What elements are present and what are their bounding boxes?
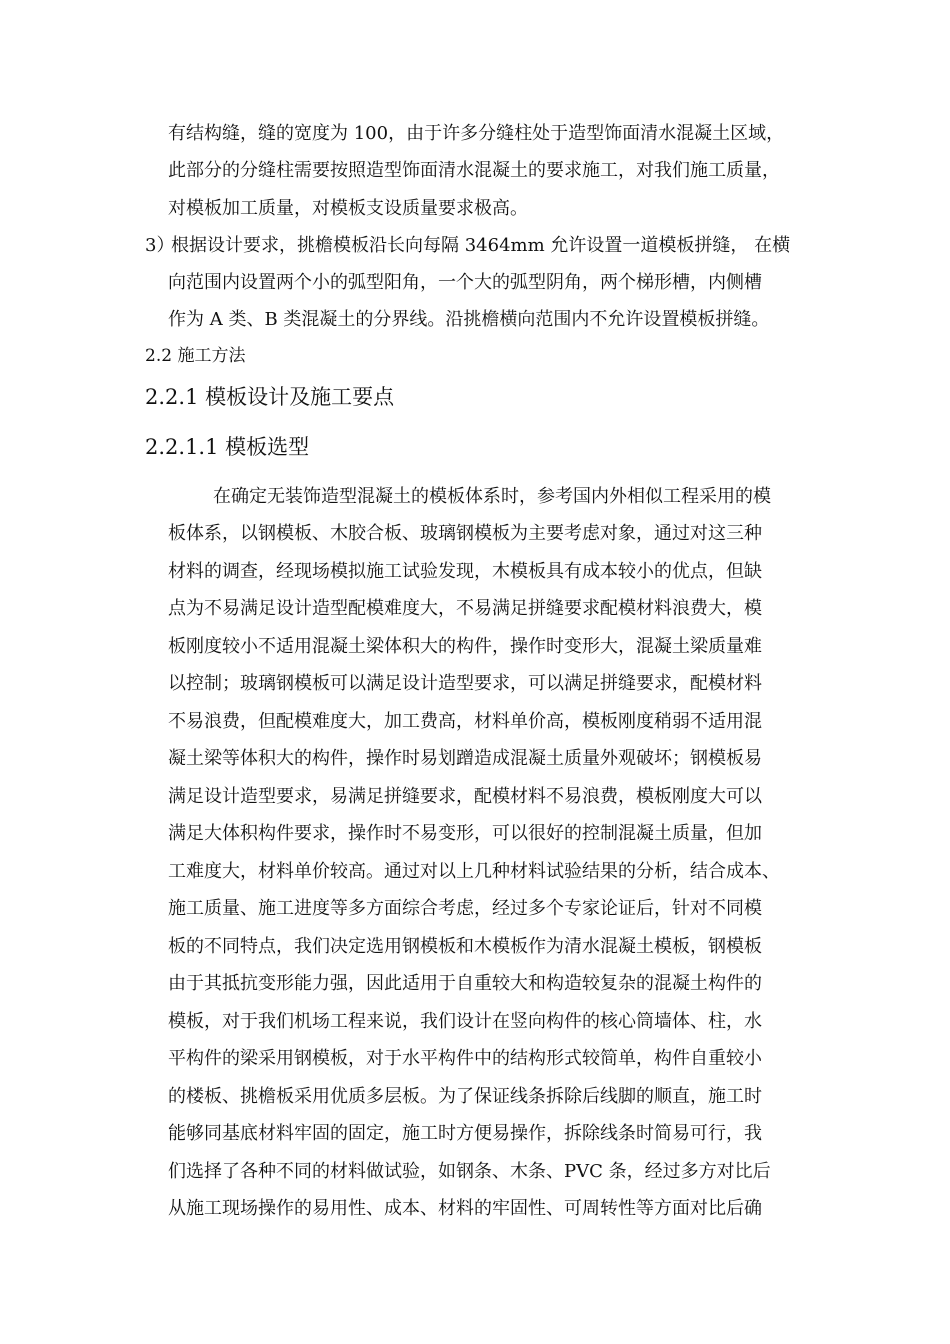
text-line: 根据设计要求，挑檐模板沿长向每隔 3464mm 允许设置一道模板拼缝， 在横	[171, 235, 791, 256]
paragraph-line: 板刚度较小不适用混凝土梁体积大的构件，操作时变形大，混凝土梁质量难	[168, 636, 762, 657]
text-line: 此部分的分缝柱需要按照造型饰面清水混凝土的要求施工，对我们施工质量，	[168, 160, 780, 181]
paragraph-line: 模板，对于我们机场工程来说，我们设计在竖向构件的核心筒墙体、柱，水	[168, 1011, 762, 1032]
paragraph-line: 满足设计造型要求，易满足拼缝要求，配模材料不易浪费，模板刚度大可以	[168, 786, 762, 807]
text-line: 作为 A 类、B 类混凝土的分界线。沿挑檐横向范围内不允许设置模板拼缝。	[168, 309, 770, 330]
paragraph-line: 从施工现场操作的易用性、成本、材料的牢固性、可周转性等方面对比后确	[168, 1198, 762, 1219]
subsubsection-heading: 2.2.1.1 模板选型	[145, 435, 310, 459]
paragraph-line: 们选择了各种不同的材料做试验，如钢条、木条、PVC 条，经过多方对比后	[168, 1161, 771, 1182]
paragraph-line: 点为不易满足设计造型配模难度大，不易满足拼缝要求配模材料浪费大，模	[168, 598, 762, 619]
list-marker: 3）	[145, 235, 175, 256]
paragraph-line: 能够同基底材料牢固的固定，施工时方便易操作，拆除线条时简易可行，我	[168, 1123, 762, 1144]
paragraph-line: 工难度大，材料单价较高。通过对以上几种材料试验结果的分析，结合成本、	[168, 861, 780, 882]
paragraph-line: 以控制；玻璃钢模板可以满足设计造型要求，可以满足拼缝要求，配模材料	[168, 673, 762, 694]
paragraph-line: 材料的调查，经现场模拟施工试验发现，木模板具有成本较小的优点，但缺	[168, 561, 762, 582]
section-heading: 2.2 施工方法	[145, 346, 246, 366]
subsection-heading: 2.2.1 模板设计及施工要点	[145, 385, 395, 409]
paragraph-line: 在确定无装饰造型混凝土的模板体系时，参考国内外相似工程采用的模	[213, 486, 771, 507]
paragraph-line: 施工质量、施工进度等多方面综合考虑，经过多个专家论证后，针对不同模	[168, 898, 762, 919]
text-line: 对模板加工质量，对模板支设质量要求极高。	[168, 198, 528, 219]
text-line: 有结构缝，缝的宽度为 100，由于许多分缝柱处于造型饰面清水混凝土区域，	[168, 123, 785, 144]
paragraph-line: 的楼板、挑檐板采用优质多层板。为了保证线条拆除后线脚的顺直，施工时	[168, 1086, 762, 1107]
paragraph-line: 不易浪费，但配模难度大，加工费高，材料单价高，模板刚度稍弱不适用混	[168, 711, 762, 732]
paragraph-line: 满足大体积构件要求，操作时不易变形，可以很好的控制混凝土质量，但加	[168, 823, 762, 844]
text-line: 向范围内设置两个小的弧型阳角，一个大的弧型阴角，两个梯形槽，内侧槽	[168, 272, 762, 293]
paragraph-line: 由于其抵抗变形能力强，因此适用于自重较大和构造较复杂的混凝土构件的	[168, 973, 762, 994]
paragraph-line: 板的不同特点，我们决定选用钢模板和木模板作为清水混凝土模板，钢模板	[168, 936, 762, 957]
paragraph-line: 板体系，以钢模板、木胶合板、玻璃钢模板为主要考虑对象，通过对这三种	[168, 523, 762, 544]
paragraph-line: 凝土梁等体积大的构件，操作时易划蹭造成混凝土质量外观破坏；钢模板易	[168, 748, 762, 769]
paragraph-line: 平构件的梁采用钢模板，对于水平构件中的结构形式较简单，构件自重较小	[168, 1048, 762, 1069]
